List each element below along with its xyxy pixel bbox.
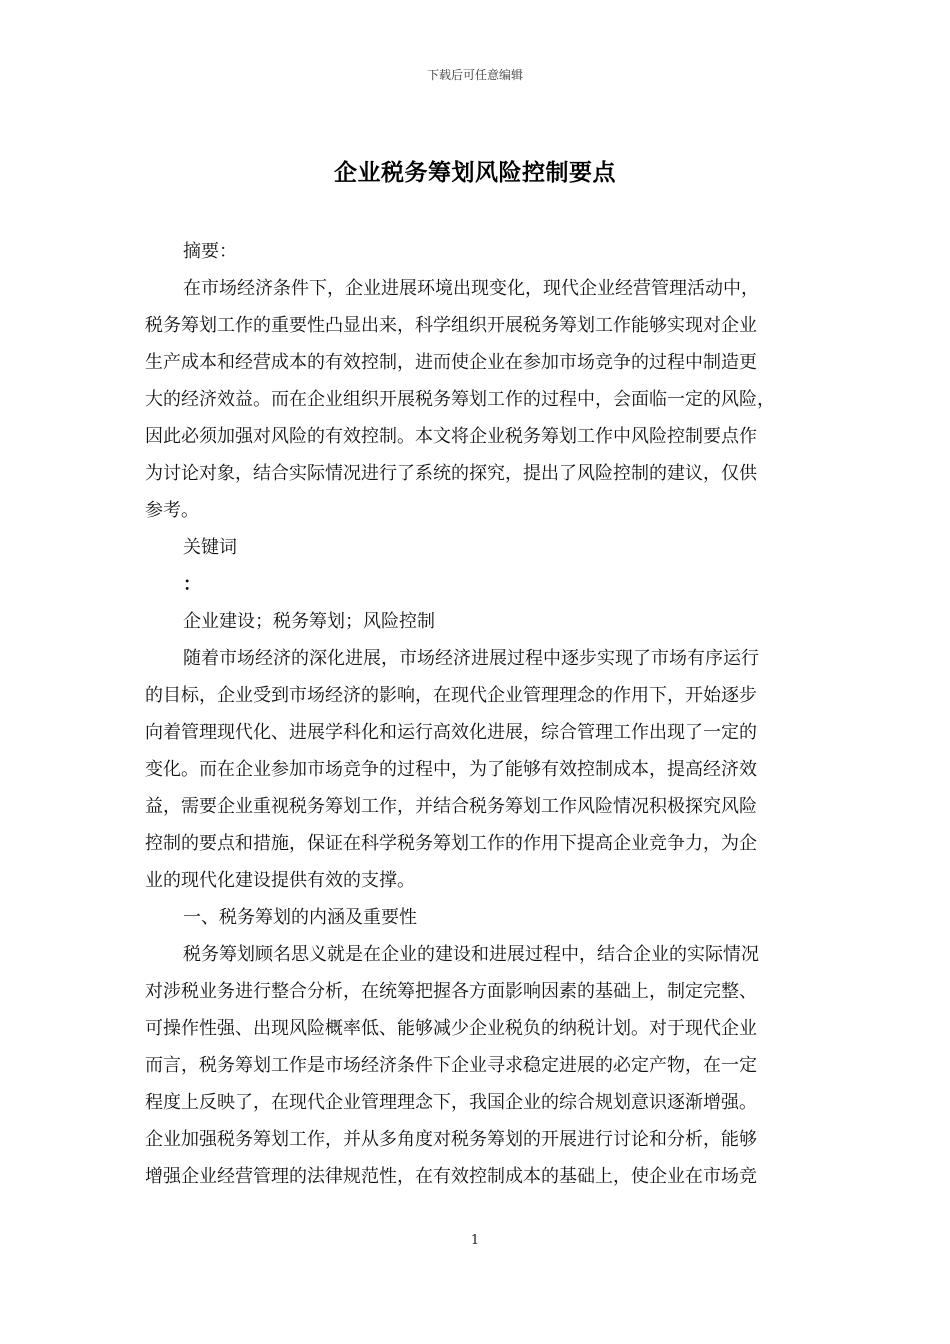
keywords-list: 企业建设；税务筹划；风险控制: [183, 611, 435, 632]
section-heading: 一、税务筹划的内涵及重要性: [183, 907, 417, 928]
header-note: 下载后可任意编辑: [426, 68, 523, 82]
keywords-heading: 关键词: [183, 537, 237, 558]
abstract-line: 为讨论对象，结合实际情况进行了系统的探究，提出了风险控制的建议，仅供: [145, 463, 757, 484]
document-body: [145, 233, 817, 1195]
paragraph-line: 增强企业经营管理的法律规范性，在有效控制成本的基础上，使企业在市场竞: [145, 1166, 757, 1187]
keywords-colon: ：: [183, 574, 201, 595]
document-title: 企业税务筹划风险控制要点: [334, 159, 616, 186]
abstract-line: 在市场经济条件下，企业进展环境出现变化，现代企业经营管理活动中，: [183, 278, 759, 299]
paragraph-line: 可操作性强、出现风险概率低、能够减少企业税负的纳税计划。对于现代企业: [145, 1018, 757, 1039]
paragraph-line: 程度上反映了，在现代企业管理理念下，我国企业的综合规划意识逐渐增强。: [145, 1092, 757, 1113]
paragraph-line: 变化。而在企业参加市场竞争的过程中，为了能够有效控制成本，提高经济效: [145, 759, 757, 780]
abstract-heading: 摘要：: [183, 241, 237, 262]
paragraph-line: 而言，税务筹划工作是市场经济条件下企业寻求稳定进展的必定产物，在一定: [145, 1055, 757, 1076]
page-number: 1: [470, 1233, 480, 1248]
abstract-line: 大的经济效益。而在企业组织开展税务筹划工作的过程中，会面临一定的风险，: [145, 389, 775, 410]
abstract-line: 因此必须加强对风险的有效控制。本文将企业税务筹划工作中风险控制要点作: [145, 426, 757, 447]
abstract-line: 生产成本和经营成本的有效控制，进而使企业在参加市场竞争的过程中制造更: [145, 352, 757, 373]
paragraph-line: 业的现代化建设提供有效的支撑。: [145, 870, 415, 891]
paragraph-line: 向着管理现代化、进展学科化和运行高效化进展，综合管理工作出现了一定的: [145, 722, 757, 743]
paragraph-line: 税务筹划顾名思义就是在企业的建设和进展过程中，结合企业的实际情况: [183, 944, 759, 965]
paragraph-line: 随着市场经济的深化进展，市场经济进展过程中逐步实现了市场有序运行: [183, 648, 759, 669]
abstract-line: 参考。: [145, 500, 199, 521]
paragraph-line: 的目标，企业受到市场经济的影响，在现代企业管理理念的作用下，开始逐步: [145, 685, 757, 706]
paragraph-line: 对涉税业务进行整合分析，在统筹把握各方面影响因素的基础上，制定完整、: [145, 981, 757, 1002]
abstract-line: 税务筹划工作的重要性凸显出来，科学组织开展税务筹划工作能够实现对企业: [145, 315, 757, 336]
paragraph-line: 企业加强税务筹划工作，并从多角度对税务筹划的开展进行讨论和分析，能够: [145, 1129, 757, 1150]
paragraph-line: 益，需要企业重视税务筹划工作，并结合税务筹划工作风险情况积极探究风险: [145, 796, 757, 817]
paragraph-line: 控制的要点和措施，保证在科学税务筹划工作的作用下提高企业竞争力，为企: [145, 833, 757, 854]
